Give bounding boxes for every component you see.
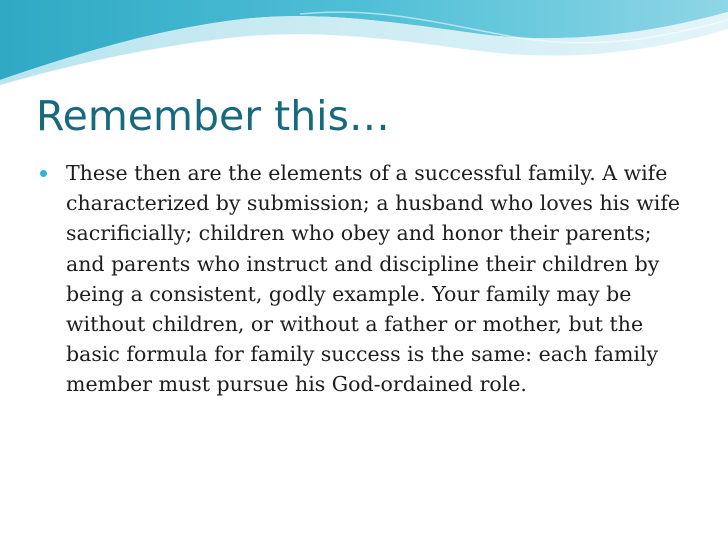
bullet-item	[38, 158, 688, 400]
bullet-icon	[40, 170, 47, 177]
bullet-text: These then are the elements of a successful family. A wife characterized by submission; a husband who loves his wife sacrificially; children who obey and honor their parents; and parents who instruct and discipline their children by being a consistent, godly example. Your family may be without children, or without a father or mother, but the basic formula for family success is the same: each family member must pursue his God-ordained role.	[66, 161, 681, 397]
decorative-wave-header	[0, 0, 728, 100]
slide-title: Remember this…	[36, 92, 390, 140]
bullet-list	[38, 158, 688, 400]
